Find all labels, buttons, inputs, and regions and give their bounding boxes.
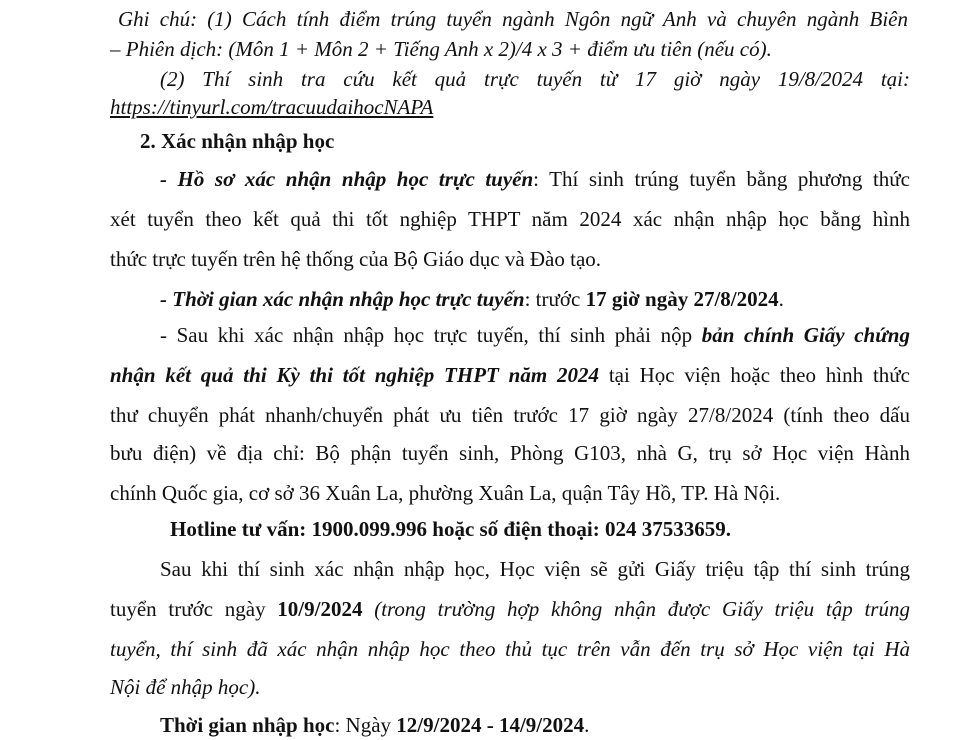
enrollment-dates: 12/9/2024 - 14/9/2024 [396,713,585,737]
online-dossier-label: - Hồ sơ xác nhận nhập học trực tuyến [160,167,534,191]
after-confirm-line-3: thư chuyển phát nhanh/chuyển phát ưu tiên trước 17 giờ ngày 27/8/2024 (tính theo dấu [110,403,910,427]
note-link-row [110,94,433,120]
enrollment-label: Thời gian nhập học [160,713,335,737]
after-confirm-text-2b: tại Học viện hoặc theo hình thức [599,363,910,387]
after-confirm-line-1 [160,322,910,348]
online-time-end: . [778,287,784,311]
after-confirm-line-4: bưu điện) về địa chỉ: Bộ phận tuyển sinh, Phòng G103, nhà G, trụ sở Học viện Hành [110,441,910,465]
summons-line-1: Sau khi thí sinh xác nhận nhập học, Học viện sẽ gửi Giấy triệu tập thí sinh trúng [160,557,910,581]
after-confirm-text-1a: - Sau khi xác nhận nhập học trực tuyến, thí sinh phải nộp [160,323,702,347]
enrollment-end: . [584,713,590,737]
online-time-deadline: 17 giờ ngày 27/8/2024 [585,287,779,311]
summons-line-2 [110,596,910,622]
summons-text-2a: tuyển trước ngày [110,597,278,621]
summons-date: 10/9/2024 [277,597,363,621]
note-line-3: (2) Thí sinh tra cứu kết quả trực tuyến từ 17 giờ ngày 19/8/2024 tại: [160,67,910,91]
enrollment-text: : Ngày [334,713,397,737]
online-dossier-text-1: : Thí sinh trúng tuyển bằng phương thức [533,167,911,191]
online-dossier-line-1 [160,166,910,192]
hotline: Hotline tư vấn: 1900.099.996 hoặc số điện thoại: 024 37533659. [170,517,731,541]
note-line-2: – Phiên dịch: (Môn 1 + Môn 2 + Tiếng Anh x 2)/4 x 3 + điểm ưu tiên (nếu có). [110,37,772,61]
after-confirm-text-2a: nhận kết quả thi Kỳ thi tốt nghiệp THPT năm 2024 [110,363,600,387]
online-dossier-line-3: thức trực tuyến trên hệ thống của Bộ Giáo dục và Đào tạo. [110,247,602,271]
section-heading: 2. Xác nhận nhập học [140,129,335,153]
after-confirm-text-1b: bản chính Giấy chứng [701,323,910,347]
summons-line-3: tuyển, thí sinh đã xác nhận nhập học theo thủ tục trên vẫn đến trụ sở Học viện tại Hà [110,637,910,661]
enrollment-time-line [160,712,589,738]
online-time-line [160,286,784,312]
online-time-label: - Thời gian xác nhận nhập học trực tuyến [160,287,525,311]
after-confirm-line-5: chính Quốc gia, cơ sở 36 Xuân La, phường Xuân La, quận Tây Hồ, TP. Hà Nội. [110,481,781,505]
summons-line-4: Nội để nhập học). [110,675,261,699]
summons-text-2b: (trong trường hợp không nhận được Giấy triệu tập trúng [362,597,910,621]
result-lookup-link[interactable]: https://tinyurl.com/tracuudaihocNAPA [110,95,434,119]
online-dossier-line-2: xét tuyển theo kết quả thi tốt nghiệp THPT năm 2024 xác nhận nhập học bằng hình [110,207,910,231]
online-time-text: : trước [524,287,586,311]
after-confirm-line-2 [110,362,910,388]
note-line-1: Ghi chú: (1) Cách tính điểm trúng tuyển ngành Ngôn ngữ Anh và chuyên ngành Biên [118,7,908,31]
